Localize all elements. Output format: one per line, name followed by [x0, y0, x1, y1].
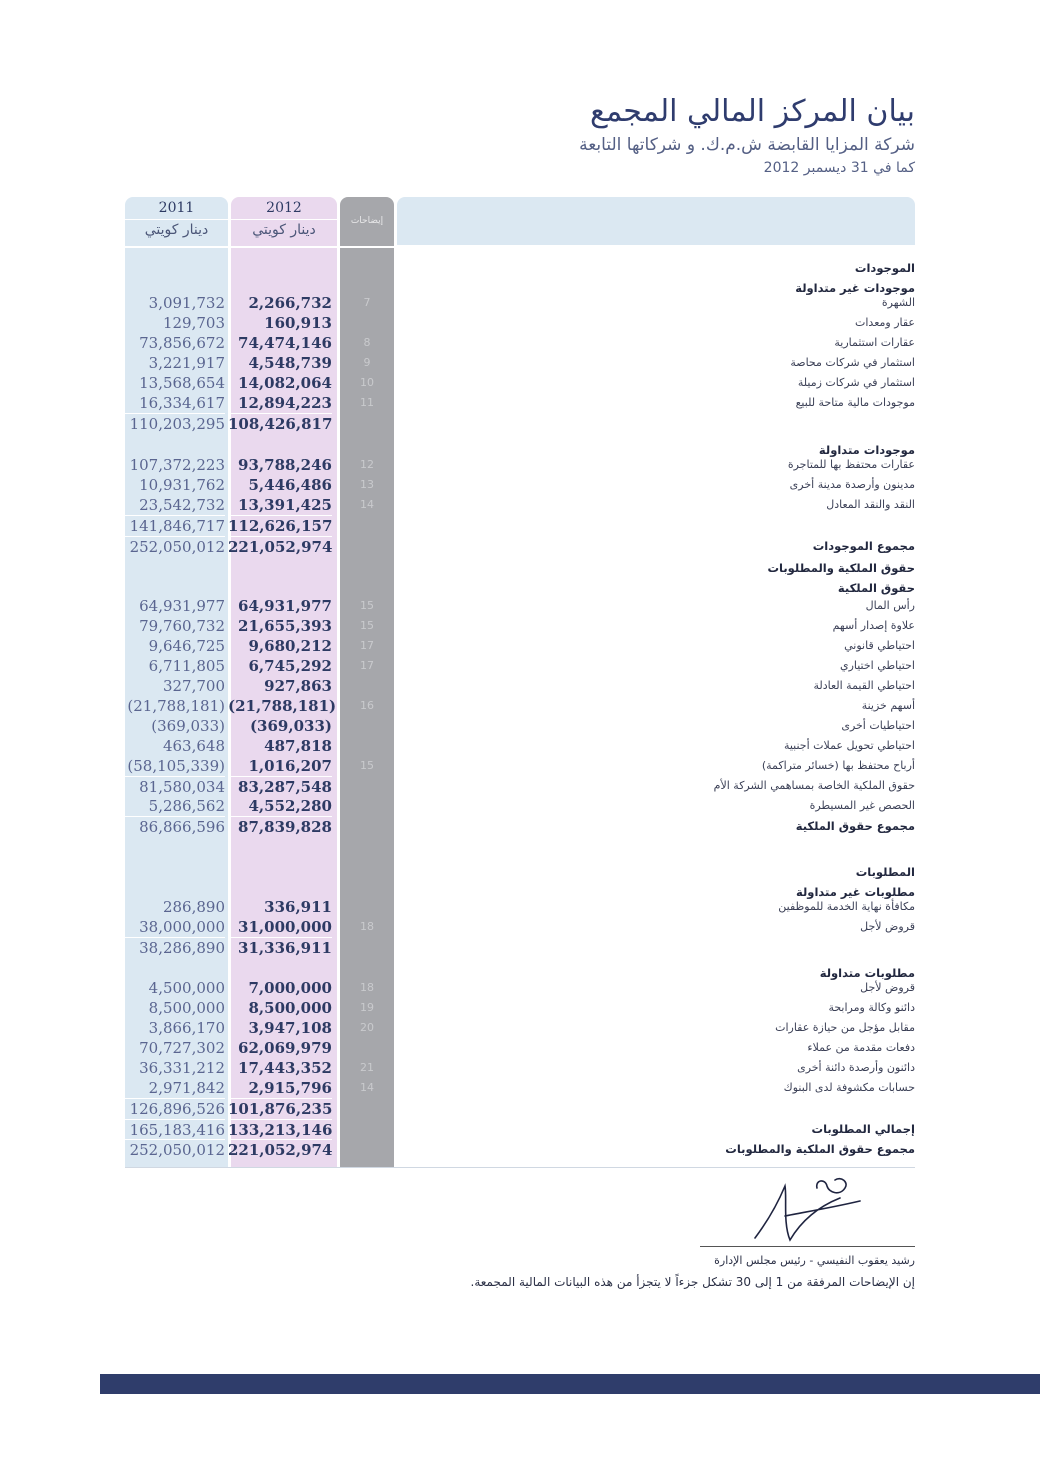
table-row — [0, 862, 1040, 882]
line-item-label: موجودات غير متداولة — [795, 281, 915, 295]
statement-header — [215, 92, 915, 178]
value-2011: 70,727,302 — [139, 1039, 225, 1057]
table-row — [0, 413, 1040, 433]
value-2012: 108,426,817 — [228, 415, 333, 433]
line-item-label: حقوق الملكية — [837, 581, 915, 595]
table-row — [0, 333, 1040, 353]
line-item-label: عقارات محتفظ بها للمتاجرة — [787, 458, 915, 471]
value-2011: 5,286,562 — [148, 797, 225, 815]
value-2011: 4,500,000 — [148, 979, 225, 997]
line-item-label: الشهرة — [881, 296, 915, 309]
header-unit-2011: دينار كويتي — [144, 222, 209, 238]
company-name: شركة المزايا القابضة ش.م.ك. و شركاتها التابعة — [579, 135, 915, 155]
line-item-label: أسهم خزينة — [861, 699, 915, 712]
note-number: 14 — [360, 1081, 374, 1094]
table-row — [0, 1018, 1040, 1038]
value-2012: 64,931,977 — [238, 597, 332, 615]
value-2011: 79,760,732 — [139, 617, 225, 635]
table-row — [0, 1078, 1040, 1098]
line-item-label: احتياطي اختياري — [839, 659, 915, 672]
value-2012: 17,443,352 — [238, 1059, 332, 1077]
table-row — [0, 897, 1040, 917]
table-row — [0, 978, 1040, 998]
description-header-background — [397, 197, 915, 245]
value-2011: 6,711,805 — [148, 657, 225, 675]
note-number: 17 — [360, 639, 374, 652]
table-row — [0, 636, 1040, 656]
table-row — [0, 596, 1040, 616]
value-2012: 87,839,828 — [228, 816, 332, 837]
line-item-label: مجموع الموجودات — [812, 539, 915, 553]
value-2012: 101,876,235 — [228, 1100, 333, 1118]
value-2012: 12,894,223 — [238, 394, 332, 412]
line-item-label: عقار ومعدات — [855, 316, 915, 329]
line-item-label: الموجودات — [854, 261, 915, 275]
note-number: 16 — [360, 699, 374, 712]
line-item-label: علاوة إصدار أسهم — [832, 619, 915, 632]
value-2012: 31,336,911 — [228, 937, 332, 958]
value-2011: 64,931,977 — [139, 597, 225, 615]
table-row — [0, 796, 1040, 816]
note-number: 10 — [360, 376, 374, 389]
line-item-label: رأس المال — [865, 599, 915, 612]
value-2012: (369,033) — [249, 717, 332, 735]
line-item-label: احتياطي قانوني — [844, 639, 915, 652]
value-2012: 13,391,425 — [238, 496, 332, 514]
value-2012: 3,947,108 — [248, 1019, 332, 1037]
note-number: 17 — [360, 659, 374, 672]
note-number: 14 — [360, 498, 374, 511]
note-number: 15 — [360, 619, 374, 632]
table-row — [0, 558, 1040, 578]
line-item-label: أرباح محتفظ بها (خسائر متراكمة) — [761, 759, 915, 772]
line-item-label: استثمار في شركات زميلة — [797, 376, 915, 389]
table-row — [0, 1038, 1040, 1058]
value-2011: 165,183,416 — [125, 1119, 225, 1140]
table-row — [0, 373, 1040, 393]
value-2011: 286,890 — [162, 898, 225, 916]
table-row — [0, 937, 1040, 957]
note-number: 7 — [363, 296, 371, 309]
value-2011: 73,856,672 — [139, 334, 225, 352]
value-2011: 81,580,034 — [125, 776, 225, 797]
table-row — [0, 536, 1040, 556]
line-item-label: النقد والنقد المعادل — [826, 498, 915, 511]
line-item-label: دائنو وكالة ومرابحة — [828, 1001, 915, 1014]
line-item-label: قروض لأجل — [860, 981, 915, 994]
value-2012: 4,548,739 — [248, 354, 332, 372]
value-2012: 221,052,974 — [228, 1141, 333, 1159]
header-divider — [125, 246, 915, 248]
table-row — [0, 1098, 1040, 1118]
table-row — [0, 515, 1040, 535]
note-number: 18 — [360, 981, 374, 994]
value-2012: 6,745,292 — [248, 657, 332, 675]
value-2012: 133,213,146 — [228, 1121, 333, 1139]
header-year-2012: 2012 — [266, 200, 302, 216]
table-row — [0, 676, 1040, 696]
table-row — [0, 776, 1040, 796]
value-2012: 14,082,064 — [238, 374, 332, 392]
value-2012: 2,266,732 — [248, 294, 332, 312]
table-row — [0, 258, 1040, 278]
note-number: 15 — [360, 599, 374, 612]
line-item-label: حقوق الملكية الخاصة بمساهمي الشركة الأم — [713, 779, 915, 792]
value-2011: 107,372,223 — [129, 456, 225, 474]
value-2011: 3,221,917 — [148, 354, 225, 372]
value-2011: 327,700 — [162, 677, 225, 695]
value-2012: 8,500,000 — [248, 999, 332, 1017]
line-item-label: عقارات استثمارية — [834, 336, 915, 349]
header-notes: إيضاحات — [350, 216, 384, 226]
value-2011: (369,033) — [151, 717, 225, 735]
line-item-label: موجودات متداولة — [818, 443, 915, 457]
statement-date: كما في 31 ديسمبر 2012 — [763, 160, 915, 176]
line-item-label: مدينون وأرصدة مدينة أخرى — [789, 478, 915, 491]
value-2012: 83,287,548 — [228, 776, 332, 797]
note-number: 19 — [360, 1001, 374, 1014]
line-item-label: الحصص غير المسيطرة — [809, 799, 915, 812]
table-row — [0, 393, 1040, 413]
header-unit-2012: دينار كويتي — [252, 222, 316, 238]
line-item-label: مجموع حقوق الملكية — [795, 819, 915, 833]
value-2011: 141,846,717 — [125, 515, 225, 536]
page-title: بيان المركز المالي المجمع — [590, 94, 915, 129]
notes-disclaimer: إن الإيضاحات المرفقة من 1 إلى 30 تشكل جزءاً لا يتجزأ من هذه البيانات المالية المجمعة. — [470, 1275, 915, 1289]
value-2011: 126,896,526 — [125, 1098, 225, 1119]
value-2011: 252,050,012 — [125, 1139, 225, 1160]
value-2011: 86,866,596 — [125, 816, 225, 837]
line-item-label: حسابات مكشوفة لدى البنوك — [783, 1081, 915, 1094]
table-row — [0, 1139, 1040, 1159]
value-2011: 3,091,732 — [148, 294, 225, 312]
table-row — [0, 455, 1040, 475]
table-row — [0, 578, 1040, 598]
value-2012: 112,626,157 — [228, 517, 333, 535]
table-row — [0, 475, 1040, 495]
header-year-2011: 2011 — [158, 200, 195, 216]
line-item-label: قروض لأجل — [860, 920, 915, 933]
table-row — [0, 353, 1040, 373]
line-item-label: موجودات مالية متاحة للبيع — [795, 396, 915, 409]
value-2011: 129,703 — [162, 314, 225, 332]
value-2012: 31,000,000 — [238, 918, 332, 936]
table-row — [0, 1119, 1040, 1139]
value-2012: 93,788,246 — [238, 456, 332, 474]
table-row — [0, 495, 1040, 515]
line-item-label: حقوق الملكية والمطلوبات — [767, 561, 915, 575]
line-item-label: مكافأة نهاية الخدمة للموظفين — [778, 900, 915, 913]
line-item-label: احتياطي تحويل عملات أجنبية — [783, 739, 915, 752]
value-2011: 110,203,295 — [125, 413, 225, 434]
value-2011: 16,334,617 — [139, 394, 225, 412]
line-item-label: مقابل مؤجل من حيازة عقارات — [775, 1021, 915, 1034]
value-2012: 1,016,207 — [248, 757, 332, 775]
line-item-label: احتياطيات أخرى — [841, 719, 915, 732]
table-row — [0, 616, 1040, 636]
value-2012: 21,655,393 — [238, 617, 332, 635]
line-item-label: مجموع حقوق الملكية والمطلوبات — [725, 1142, 915, 1156]
value-2012: 336,911 — [264, 898, 332, 916]
value-2012: 2,915,796 — [248, 1079, 332, 1097]
value-2011: (58,105,339) — [127, 757, 225, 775]
line-item-label: مطلوبات غير متداولة — [796, 885, 915, 899]
value-2011: 36,331,212 — [139, 1059, 225, 1077]
table-row — [0, 736, 1040, 756]
value-2012: 160,913 — [264, 314, 332, 332]
note-number: 13 — [360, 478, 374, 491]
value-2012: 62,069,979 — [238, 1039, 332, 1057]
value-2011: 38,000,000 — [139, 918, 225, 936]
value-2012: 5,446,486 — [248, 476, 332, 494]
value-2012: 221,052,974 — [228, 538, 333, 556]
value-2011: 2,971,842 — [148, 1079, 225, 1097]
value-2011: 38,286,890 — [125, 937, 225, 958]
table-row — [0, 756, 1040, 776]
note-number: 9 — [363, 356, 371, 369]
value-2011: 252,050,012 — [125, 536, 225, 557]
value-2011: 463,648 — [162, 737, 225, 755]
line-item-label: احتياطي القيمة العادلة — [813, 679, 915, 692]
line-item-label: دائنون وأرصدة دائنة أخرى — [797, 1061, 915, 1074]
table-row — [0, 656, 1040, 676]
value-2011: 23,542,732 — [139, 496, 225, 514]
value-2011: 8,500,000 — [148, 999, 225, 1017]
line-item-label: إجمالي المطلوبات — [811, 1122, 915, 1136]
note-number: 12 — [360, 458, 374, 471]
value-2011: 10,931,762 — [139, 476, 225, 494]
header-separator-2011 — [125, 219, 228, 220]
line-item-label: دفعات مقدمة من عملاء — [807, 1041, 915, 1054]
note-number: 20 — [360, 1021, 374, 1034]
table-row — [0, 917, 1040, 937]
footer-bar — [100, 1374, 1040, 1394]
table-row — [0, 293, 1040, 313]
note-number: 11 — [360, 396, 374, 409]
table-row — [0, 313, 1040, 333]
table-row — [0, 998, 1040, 1018]
table-row — [0, 816, 1040, 836]
value-2012: 927,863 — [264, 677, 332, 695]
value-2011: 13,568,654 — [139, 374, 225, 392]
note-number: 8 — [363, 336, 371, 349]
signature-image — [745, 1168, 875, 1248]
header-separator-2012 — [231, 219, 337, 220]
value-2011: (21,788,181) — [127, 697, 225, 715]
value-2012: 74,474,146 — [238, 334, 332, 352]
value-2012: 4,552,280 — [248, 797, 332, 815]
table-row — [0, 696, 1040, 716]
value-2011: 3,866,170 — [148, 1019, 225, 1037]
signature-line — [700, 1246, 915, 1247]
value-2011: 9,646,725 — [148, 637, 225, 655]
signer-name: رشيد يعقوب النفيسي - رئيس مجلس الإدارة — [714, 1254, 915, 1267]
note-number: 18 — [360, 920, 374, 933]
table-row — [0, 716, 1040, 736]
line-item-label: مطلوبات متداولة — [819, 966, 915, 980]
line-item-label: استثمار في شركات محاصة — [790, 356, 915, 369]
note-number: 15 — [360, 759, 374, 772]
value-2012: 7,000,000 — [248, 979, 332, 997]
value-2012: 9,680,212 — [248, 637, 332, 655]
value-2012: 487,818 — [264, 737, 332, 755]
line-item-label: المطلوبات — [855, 865, 915, 879]
value-2012: (21,788,181) — [228, 697, 337, 715]
note-number: 21 — [360, 1061, 374, 1074]
table-row — [0, 1058, 1040, 1078]
